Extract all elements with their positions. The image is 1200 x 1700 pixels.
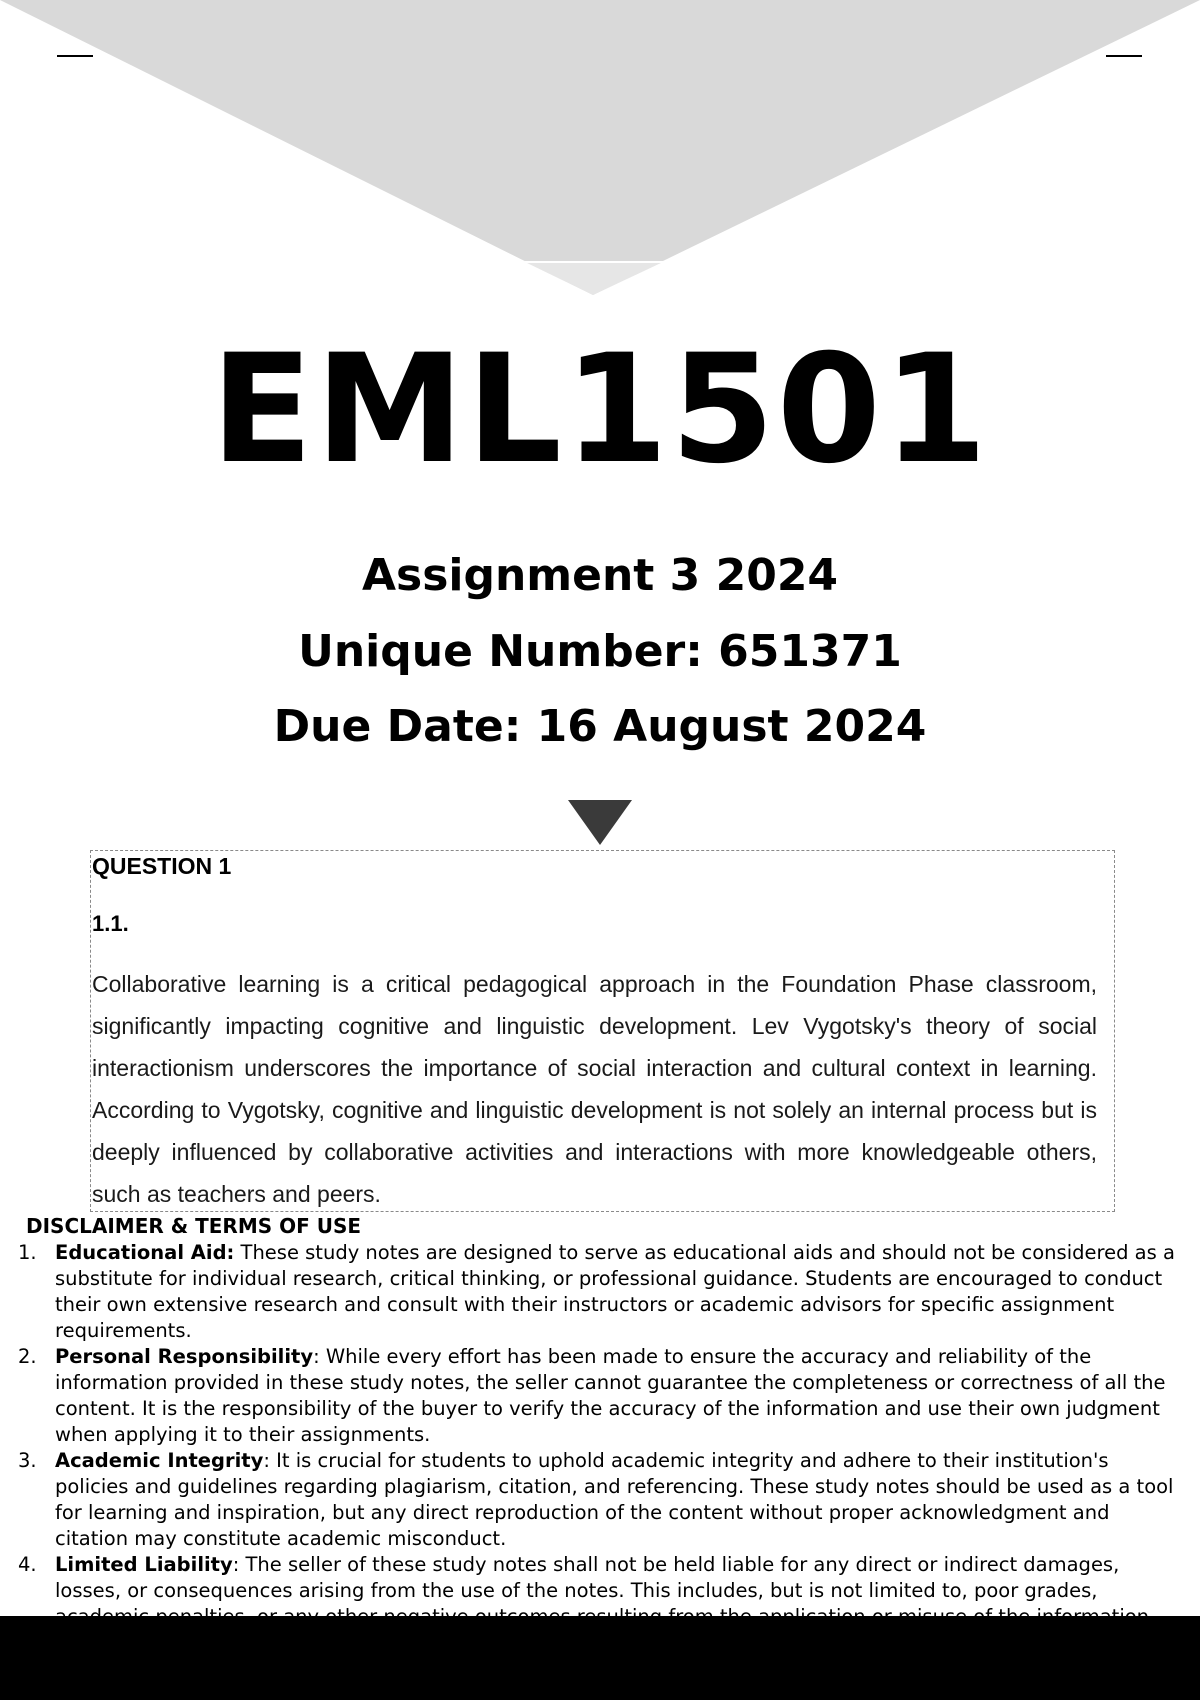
terms-item-title: Limited Liability xyxy=(55,1553,233,1576)
terms-item-number: 3. xyxy=(18,1449,37,1472)
terms-item-number: 4. xyxy=(18,1553,37,1576)
terms-item-number: 1. xyxy=(18,1241,37,1264)
assignment-label: Assignment 3 2024 xyxy=(361,550,839,601)
course-code-title: EML1501 xyxy=(210,323,990,497)
due-date-label: Due Date: 16 August 2024 xyxy=(273,701,927,752)
bottom-black-bar xyxy=(0,1616,1200,1700)
chevron-notch xyxy=(525,262,663,295)
terms-item-text: These study notes are designed to serve as educational aids and should not be considered as a substitute for individual research, critical thinking, or professional guidance. Students are encouraged to conduct their own extensive research and consult with their instructors or academic advisors for specific assignment requirements. xyxy=(55,1241,1175,1342)
terms-list xyxy=(18,1240,1188,1630)
terms-item xyxy=(18,1448,1188,1552)
terms-item-number: 2. xyxy=(18,1345,37,1368)
header-rule-left xyxy=(57,55,93,57)
question-excerpt-box xyxy=(90,850,1115,1212)
unique-number-label: Unique Number: 651371 xyxy=(298,626,902,677)
terms-item-title: Academic Integrity xyxy=(55,1449,264,1472)
terms-item-title: Educational Aid: xyxy=(55,1241,235,1264)
question-paragraph: Collaborative learning is a critical pedagogical approach in the Foundation Phase classroom, significantly impacting cognitive and linguistic development. Lev Vygotsky's theory of social interactionism underscores the importance of social interaction and cultural context in learning. According to Vygotsky, cognitive and linguistic development is not solely an internal process but is deeply influenced by collaborative activities and interactions with more knowledgeable others, such as teachers and peers. xyxy=(92,971,1097,1207)
terms-item xyxy=(18,1344,1188,1448)
terms-item-title: Personal Responsibility xyxy=(55,1345,314,1368)
terms-item xyxy=(18,1240,1188,1344)
terms-item-text: : It is crucial for students to uphold academic integrity and adhere to their institution's policies and guidelines regarding plagiarism, citation, and referencing. These study notes should be used as a tool for learning and inspiration, but any direct reproduction of the content without proper acknowledgment and citation may constitute academic misconduct. xyxy=(55,1449,1174,1550)
header-chevron-graphic xyxy=(0,0,1200,300)
terms-item-text: : While every effort has been made to ensure the accuracy and reliability of the information provided in these study notes, the seller cannot guarantee the completeness or correctness of all the content. It is the responsibility of the buyer to verify the accuracy of the information and use their own judgment when applying it to their assignments. xyxy=(55,1345,1166,1446)
chevron-shape xyxy=(0,0,1200,295)
header-rule-right xyxy=(1106,55,1142,57)
question-title: QUESTION 1 xyxy=(92,853,232,879)
question-subsection: 1.1. xyxy=(92,911,129,936)
disclaimer-heading: DISCLAIMER & TERMS OF USE xyxy=(26,1214,362,1238)
down-arrow-icon xyxy=(568,800,632,845)
terms-item-text: : The seller of these study notes shall not be held liable for any direct or indirect damages, losses, or consequences arising from the use of the notes. This includes, but is not limited to, poor grades, xyxy=(55,1553,1120,1602)
